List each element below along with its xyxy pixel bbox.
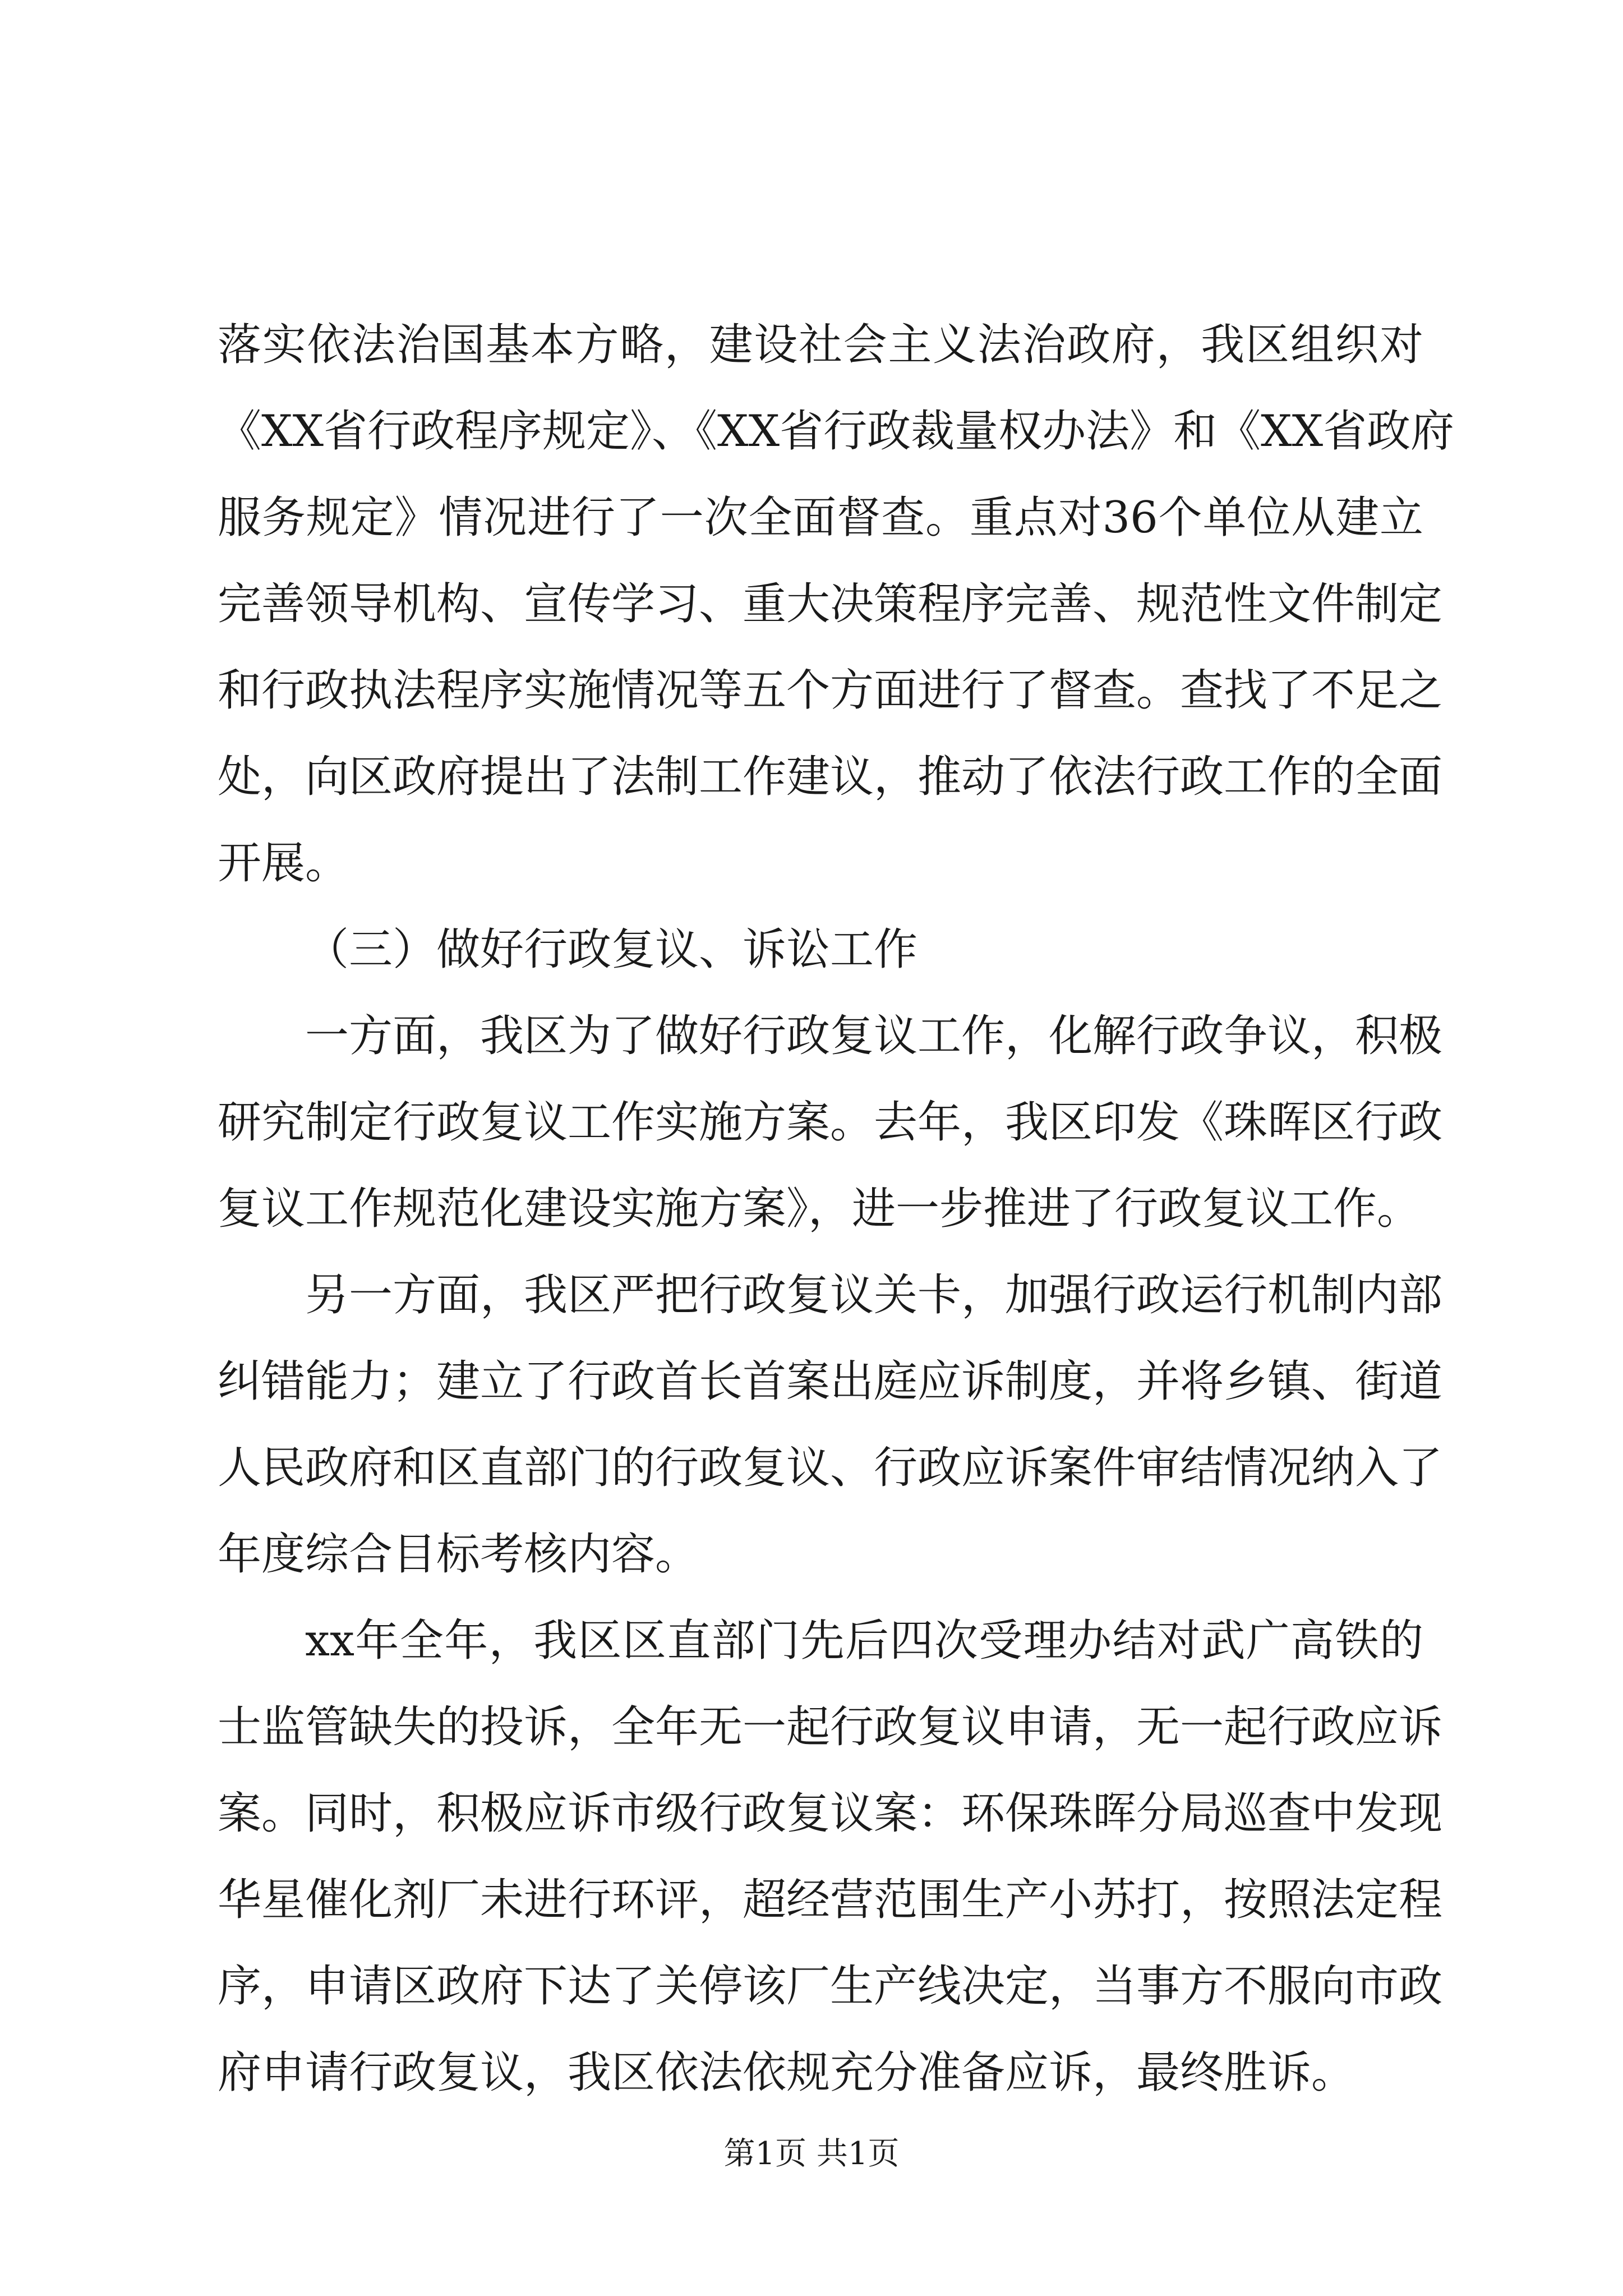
text-line: 士监管缺失的投诉，全年无一起行政复议申请，无一起行政应诉: [218, 1702, 1443, 1752]
text-line: 一方面，我区为了做好行政复议工作，化解行政争议，积极: [305, 1011, 1443, 1061]
text-line: 开展。: [218, 838, 349, 889]
text-line: 府申请行政复议，我区依法依规充分准备应诉，最终胜诉。: [218, 2047, 1355, 2098]
text-line: 纠错能力；建立了行政首长首案出庭应诉制度，并将乡镇、街道: [218, 1356, 1443, 1407]
paragraph: [218, 993, 1443, 1252]
paragraph: [218, 1252, 1443, 1598]
heading-text: （三）做好行政复议、诉讼工作: [305, 924, 918, 975]
section-heading: [218, 907, 1423, 993]
paragraph: [218, 302, 1455, 907]
text-line: 年度综合目标考核内容。: [218, 1529, 699, 1580]
text-line: xx年全年，我区区直部门先后四次受理办结对武广高铁的: [305, 1616, 1423, 1666]
text-line: 《XX省行政程序规定》、《XX省行政裁量权办法》和《XX省政府: [218, 406, 1455, 457]
text-line: 另一方面，我区严把行政复议关卡，加强行政运行机制内部: [305, 1270, 1443, 1320]
text-line: 和行政执法程序实施情况等五个方面进行了督查。查找了不足之: [218, 665, 1443, 716]
document-body: [218, 302, 1455, 2116]
text-line: 人民政府和区直部门的行政复议、行政应诉案件审结情况纳入了: [218, 1443, 1443, 1493]
text-line: 复议工作规范化建设实施方案》，进一步推进了行政复议工作。: [218, 1184, 1421, 1234]
text-line: 处，向区政府提出了法制工作建议，推动了依法行政工作的全面: [218, 752, 1443, 802]
text-line: 服务规定》情况进行了一次全面督查。重点对36个单位从建立: [218, 493, 1423, 543]
text-line: 研究制定行政复议工作实施方案。去年，我区印发《珠晖区行政: [218, 1097, 1443, 1148]
text-line: 序，申请区政府下达了关停该厂生产线决定，当事方不服向市政: [218, 1961, 1443, 2012]
text-line: 落实依法治国基本方略，建设社会主义法治政府，我区组织对: [218, 320, 1423, 370]
text-line: 华星催化剂厂未进行环评，超经营范围生产小苏打，按照法定程: [218, 1875, 1443, 1925]
paragraph: [218, 1598, 1443, 2116]
page-footer: 第1页 共1页: [723, 2136, 900, 2172]
text-line: 完善领导机构、宣传学习、重大决策程序完善、规范性文件制定: [218, 579, 1443, 629]
text-line: 案。同时，积极应诉市级行政复议案：环保珠晖分局巡查中发现: [218, 1788, 1443, 1839]
